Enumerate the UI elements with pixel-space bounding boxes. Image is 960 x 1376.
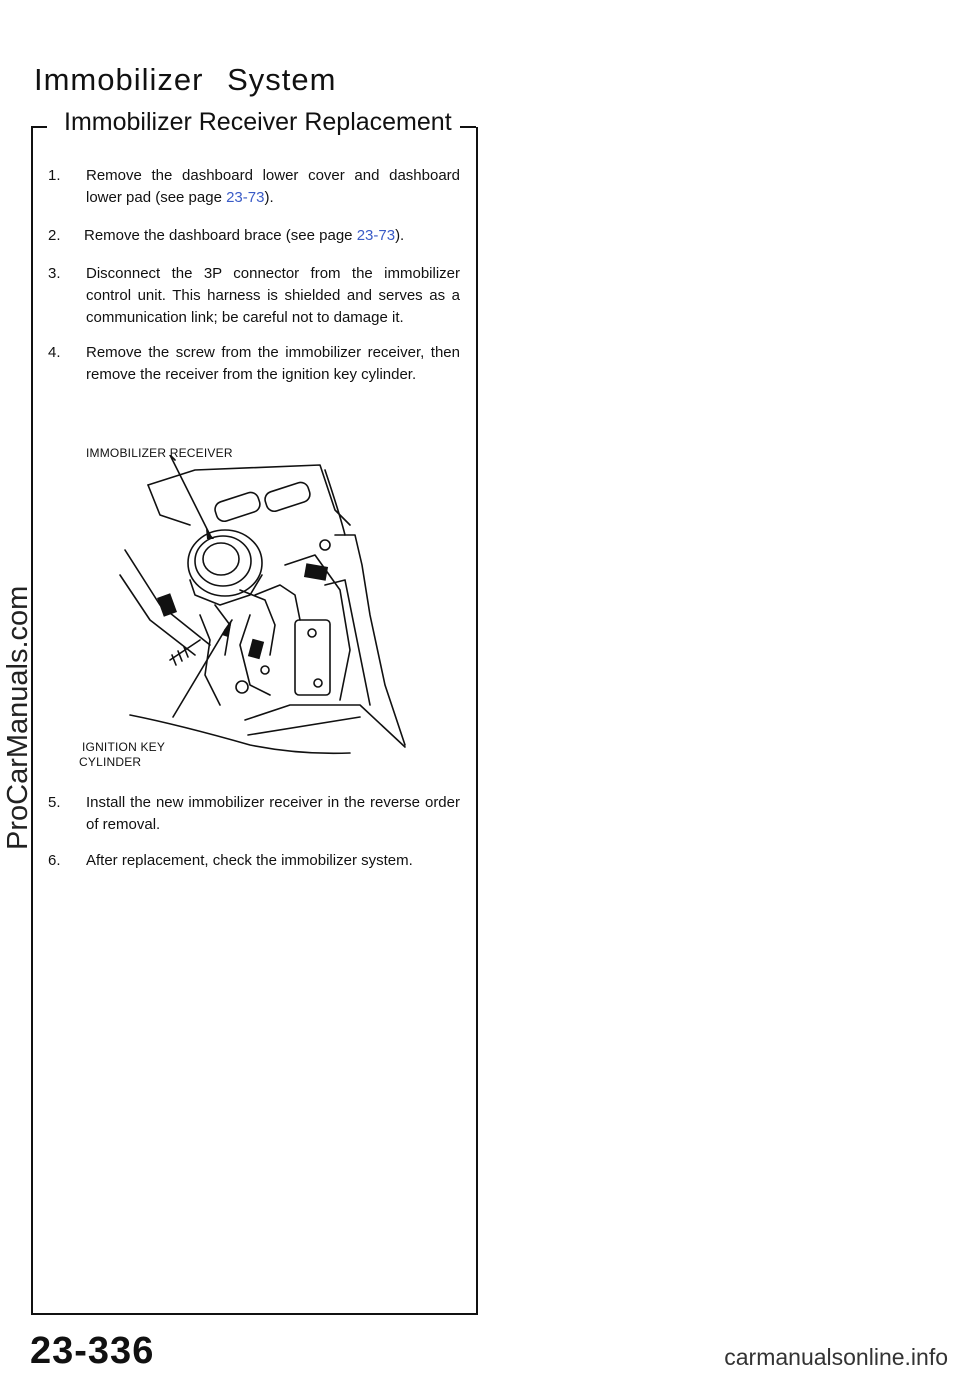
- watermark-bottom: carmanualsonline.info: [724, 1344, 948, 1370]
- label-ignition-key: IGNITION KEY: [82, 740, 166, 754]
- step-number: 3.: [48, 265, 61, 282]
- step-text-end: ).: [395, 227, 405, 244]
- page-title: Immobilizer System: [34, 62, 337, 97]
- step-text: After replacement, check the immobilizer system.: [86, 852, 413, 869]
- step-1: [48, 165, 460, 209]
- page-link[interactable]: 23-73: [226, 189, 265, 206]
- step-number: 1.: [48, 167, 61, 184]
- frame-top-right-tick: [460, 126, 476, 128]
- frame-top-left-tick: [31, 126, 47, 128]
- watermark-side: ProCarManuals.com: [2, 585, 34, 850]
- label-cylinder: CYLINDER: [79, 755, 142, 769]
- step-number: 2.: [48, 227, 61, 244]
- step-text: Remove the dashboard lower cover and dashboard lower pad (see page: [86, 167, 460, 206]
- step-text: Remove the screw from the immobilizer receiver, then remove the receiver from the ignition key cylinder.: [86, 344, 460, 383]
- step-text: Disconnect the 3P connector from the immobilizer control unit. This harness is shielded and serves as a communication link; be careful not to damage it.: [86, 265, 460, 326]
- step-number: 4.: [48, 344, 61, 361]
- step-text: Install the new immobilizer receiver in the reverse order of removal.: [86, 794, 460, 833]
- page-number: 23-336: [30, 1330, 155, 1372]
- section-title: Immobilizer Receiver Replacement: [60, 108, 456, 137]
- step-2: [48, 225, 460, 247]
- step-number: 6.: [48, 852, 61, 869]
- step-number: 5.: [48, 794, 61, 811]
- step-6: [48, 850, 460, 872]
- receiver-illustration: [100, 455, 420, 760]
- label-immobilizer-receiver: IMMOBILIZER RECEIVER: [86, 446, 233, 460]
- step-text-end: ).: [264, 189, 274, 206]
- step-3: [48, 263, 460, 329]
- step-5: [48, 792, 460, 836]
- step-4: [48, 342, 460, 386]
- page-link[interactable]: 23-73: [356, 227, 396, 244]
- step-text: Remove the dashboard brace (see page: [84, 227, 357, 244]
